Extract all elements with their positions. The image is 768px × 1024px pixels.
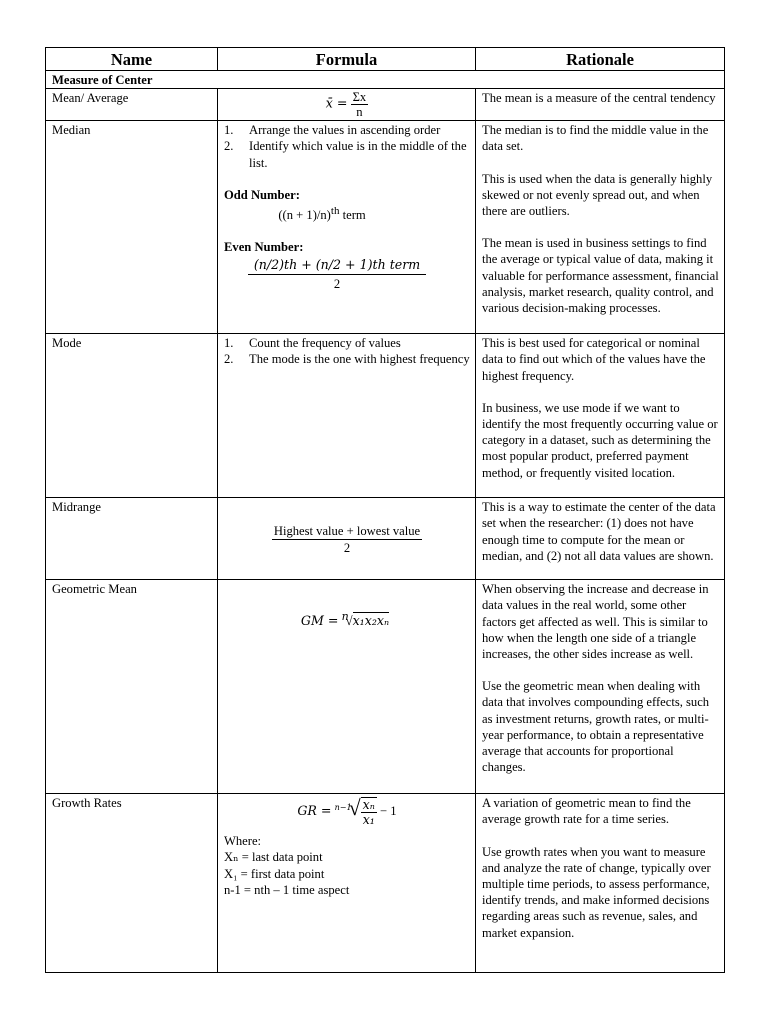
table-row-mode: [46, 334, 725, 498]
table-row-midrange: [46, 498, 725, 580]
gr-tail: − 1: [380, 804, 397, 819]
rationale-midrange: This is a way to estimate the center of the data set when the researcher: (1) does not have enough time to compute for the mean or median, and (2) not all data values are shown.: [476, 498, 725, 580]
even-number-formula: [224, 256, 470, 293]
mean-numerator: Σx: [352, 90, 367, 105]
section-row: [46, 71, 725, 89]
row-name-median: Median: [46, 121, 218, 334]
odd-formula-suffix: th: [330, 205, 340, 218]
odd-number-formula: [224, 203, 470, 223]
list-item: [224, 335, 470, 351]
table-row-geometric-mean: [46, 580, 725, 794]
table-row-median: [46, 121, 725, 334]
formula-mean: [218, 89, 476, 121]
mean-fraction: [351, 90, 369, 119]
rationale-growth-rates: [476, 794, 725, 973]
header-name: Name: [46, 48, 218, 71]
gm-index: n: [341, 610, 349, 624]
gr-formula: [224, 797, 470, 827]
step-number: 1.: [224, 123, 234, 138]
median-rationale-1: The median is to find the middle value in the data set.: [482, 123, 709, 154]
step-text: Arrange the values in ascending order: [249, 123, 441, 138]
rationale-geometric-mean: [476, 580, 725, 794]
midrange-numerator: Highest value + lowest value: [273, 523, 421, 538]
table-row-mean: [46, 89, 725, 121]
row-name-geometric-mean: Geometric Mean: [46, 580, 218, 794]
midrange-fraction: [272, 523, 422, 556]
midrange-denominator: 2: [343, 540, 351, 555]
header-rationale: Rationale: [476, 48, 725, 71]
formula-geometric-mean: [218, 580, 476, 794]
header-formula: Formula: [218, 48, 476, 71]
gm-rationale-1: When observing the increase and decrease in data values in the real world, some other factors get affected as well. This is similar to how when the length one side of a triangle increases, the other sides increase as well.: [482, 582, 709, 662]
formula-mode: [218, 334, 476, 498]
where-label: Where:: [224, 834, 262, 849]
gr-index: n−1: [334, 802, 352, 812]
even-denominator: 2: [333, 276, 341, 291]
radical-icon: √: [348, 795, 361, 821]
where-line: n-1 = nth – 1 time aspect: [224, 882, 350, 897]
step-number: 2.: [224, 139, 234, 154]
gr-lhs: GR =: [297, 803, 332, 819]
radical-icon: √: [345, 614, 353, 629]
gm-lhs: GM =: [300, 613, 339, 629]
header-row: [46, 48, 725, 71]
even-fraction: [248, 256, 426, 293]
row-name-midrange: Midrange: [46, 498, 218, 580]
median-rationale-2: This is used when the data is generally highly skewed or not evenly spread out, and when there are outliers.: [482, 171, 713, 219]
step-number: 2.: [224, 352, 234, 367]
where-line: Xₙ = last data point: [224, 850, 323, 865]
rationale-median: [476, 121, 725, 334]
formula-growth-rates: [218, 794, 476, 973]
gm-formula: [224, 609, 470, 629]
where-line: X₁ = first data point: [224, 866, 325, 881]
step-text: The mode is the one with highest frequency: [249, 352, 470, 367]
mode-rationale-2: In business, we use mode if we want to identify the most frequently occurring value or category in a dataset, such as determining the most popular product, preferred payment method, or frequently visited location.: [482, 400, 718, 480]
gm-radicand: x₁x₂xₙ: [352, 613, 390, 629]
odd-number-label: Odd Number:: [224, 187, 300, 202]
mode-steps: [224, 335, 470, 367]
row-name-growth-rates: Growth Rates: [46, 794, 218, 973]
rationale-mean: The mean is a measure of the central tendency: [476, 89, 725, 121]
row-name-mode: Mode: [46, 334, 218, 498]
step-text: Identify which value is in the middle of the list.: [249, 139, 467, 170]
formula-median: [218, 121, 476, 334]
mean-lhs: x̄ =: [325, 95, 348, 111]
even-numerator: (n/2)th + (n/2 + 1)th term: [248, 256, 426, 275]
gr-denominator: x₁: [362, 812, 375, 828]
gr-rationale-2: Use growth rates when you want to measure and analyze the rate of change, typically over multiple time periods, to assess performance, identify trends, and make informed decisions regarding areas such as revenue, sales, and market expansion.: [482, 844, 711, 940]
list-item: [224, 122, 470, 138]
step-number: 1.: [224, 336, 234, 351]
list-item: [224, 138, 470, 170]
table-row-growth-rates: [46, 794, 725, 973]
gr-rationale-1: A variation of geometric mean to find the average growth rate for a time series.: [482, 796, 691, 827]
gr-fraction: [361, 797, 377, 827]
step-text: Count the frequency of values: [249, 336, 401, 351]
measures-table: [45, 47, 725, 973]
median-rationale-3: The mean is used in business settings to find the average or typical value of data, making it valuable for performance assessment, financial analysis, market research, quality control, and various decision-making processes.: [482, 236, 719, 316]
mean-denominator: n: [356, 105, 363, 120]
median-steps: [224, 122, 470, 171]
odd-formula-term: term: [339, 208, 366, 223]
odd-formula-text: ((n + 1)/n): [278, 208, 331, 223]
gr-numerator: xₙ: [362, 797, 375, 813]
list-item: [224, 351, 470, 367]
gm-rationale-2: Use the geometric mean when dealing with data that involves compounding effects, such as investment returns, growth rates, or multi-year performance, to obtain a representative average that accounts for proportional changes.: [482, 679, 710, 775]
section-title: Measure of Center: [46, 71, 725, 89]
row-name-mean: Mean/ Average: [46, 89, 218, 121]
formula-midrange: [218, 498, 476, 580]
rationale-mode: [476, 334, 725, 498]
even-number-label: Even Number:: [224, 240, 304, 255]
mode-rationale-1: This is best used for categorical or nominal data to find out which of the values have the highest frequency.: [482, 336, 706, 383]
